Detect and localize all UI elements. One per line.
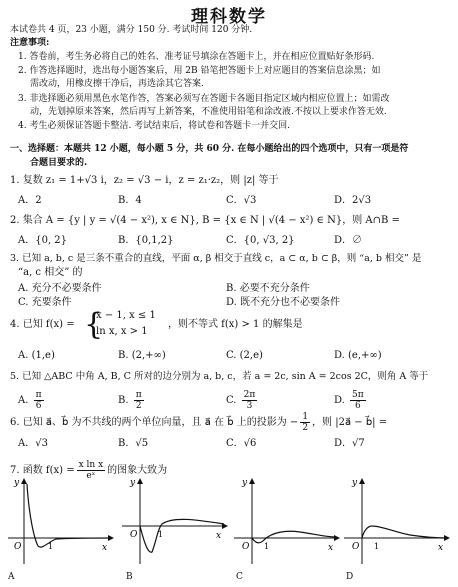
q5-d-den: 6	[354, 401, 361, 411]
q4-option-b: B. (2,+∞)	[118, 350, 166, 361]
graph-d-x-label: x	[438, 543, 444, 553]
graph-d	[340, 476, 452, 566]
q6-frac-num: 1	[302, 412, 309, 422]
graph-c-origin: O	[242, 542, 250, 552]
q6-option-a: A．√3	[18, 438, 48, 449]
q5-option-a-frac	[34, 390, 44, 411]
q2-option-d: D．∅	[334, 235, 363, 246]
section-title: 一、选择题：本题共 12 小题，每小题 5 分，共 60 分. 在每小题给出的四个选项中，只有一项是符	[10, 144, 409, 154]
q5-d-num: 5π	[352, 390, 364, 400]
q6-stem	[10, 412, 387, 433]
q3-option-b: B. 必要不充分条件	[226, 283, 310, 294]
q5-option-a	[18, 390, 46, 411]
graph-c-one: 1	[264, 542, 270, 551]
section-title-cont: 合题目要求的.	[30, 158, 88, 168]
q4-case-1: x − 1, x ≤ 1	[96, 310, 156, 321]
graph-d-y-label: y	[352, 478, 358, 488]
graph-d-origin: O	[352, 542, 360, 552]
q1-option-d: D．2√3	[334, 195, 372, 206]
graph-a-one: 1	[48, 542, 54, 551]
note-2: 2. 作答选择题时，选出每小题答案后，用 2B 铅笔把答题卡上对应题目的答案信息涂黑；如	[18, 66, 381, 76]
graph-c-y-arrow	[249, 478, 255, 484]
q4-brace: {	[84, 307, 104, 342]
q5-stem: 5. 已知 △ABC 中角 A, B, C 所对的边分别为 a, b, c，若 a = 2c, sin A = 2cos 2C，则角 A 等于	[10, 371, 429, 382]
q1-stem: 1. 复数 z₁ = 1+√3 i，z₂ = √3 − i，z = z₁·z₂，则 |z| 等于	[10, 175, 279, 186]
q5-option-b	[118, 390, 146, 411]
graph-d-y-arrow	[359, 478, 365, 484]
q6-stem-a: 6. 已知 a⃗、b⃗ 为不共线的两个单位向量，且 a⃗ 在 b⃗ 上的投影为 −	[10, 417, 299, 428]
q1-option-a: A．2	[18, 195, 42, 206]
graph-c-y-label: y	[242, 478, 248, 488]
graph-a-y-label: y	[14, 478, 20, 488]
graph-d-label: D	[346, 572, 354, 582]
graph-c	[230, 476, 342, 566]
q5-option-d-frac	[350, 390, 366, 411]
q5-a-den: 6	[35, 401, 42, 411]
q1-option-b: B．4	[118, 195, 142, 206]
graph-a-label: A	[8, 572, 15, 582]
q5-option-b-frac	[134, 390, 144, 411]
q6-stem-b: ，则 |2a⃗ − b⃗| =	[312, 417, 388, 428]
graph-a-x-label: x	[102, 543, 108, 553]
q7-prefix: 7. 函数 f(x) =	[10, 465, 75, 476]
q6-option-b: B．√5	[118, 438, 149, 449]
graph-b-x-label: x	[216, 531, 222, 541]
graph-a-y-arrow	[21, 478, 27, 484]
graph-b-curve	[140, 519, 224, 552]
q3-option-a: A. 充分不必要条件	[18, 283, 102, 294]
graph-c-label: C	[236, 572, 243, 582]
q7-frac-num: x ln x	[78, 460, 104, 470]
q7-frac-den: eˣ	[86, 471, 96, 481]
q4-prefix: 4. 已知 f(x) =	[10, 319, 75, 330]
graph-b-label: B	[126, 572, 133, 582]
graph-c-x-label: x	[328, 543, 334, 553]
q3-option-c: C. 充要条件	[18, 297, 72, 308]
q5-option-d	[334, 390, 368, 411]
q3-option-d: D. 既不充分也不必要条件	[226, 297, 341, 308]
page-title: 理科数学	[191, 7, 267, 27]
note-1: 1. 答卷前，考生务必将自己的姓名、准考证号填涂在答题卡上，并在相应位置贴好条形码.	[18, 52, 375, 62]
q5-c-num: 2π	[243, 390, 256, 400]
q6-frac-den: 2	[302, 423, 309, 433]
q5-option-c	[226, 390, 259, 411]
q3-stem: 3. 已知 a, b, c 是三条不重合的直线，平面 α, β 相交于直线 c，a ⊂ α, b ⊂ β，则 “a, b 相交” 是	[10, 253, 422, 264]
q5-option-a-letter: A.	[18, 395, 29, 406]
graph-d-curve	[362, 526, 446, 538]
q2-stem: 2. 集合 A = {y | y = √(4 − x²), x ∈ N}, B = {x ∈ N | √(4 − x²) ∈ N}，则 A∩B =	[10, 215, 400, 226]
q5-option-b-letter: B.	[118, 395, 129, 406]
q5-b-num: π	[135, 390, 142, 400]
graph-a	[4, 476, 116, 566]
q2-option-c: C．{0, √3, 2}	[226, 235, 295, 246]
note-2-cont: 需改动，用橡皮擦干净后，再选涂其它答案.	[30, 79, 204, 89]
q2-option-b: B．{0,1,2}	[118, 235, 174, 246]
q5-option-c-frac	[242, 390, 258, 411]
notes-title: 注意事项:	[10, 38, 50, 48]
q4-option-a: A. (1,e)	[18, 350, 55, 361]
graph-b-y-label: y	[130, 478, 136, 488]
q5-option-d-letter: D.	[334, 395, 345, 406]
exam-info: 本试卷共 4 页，23 小题，满分 150 分. 考试时间 120 分钟.	[10, 25, 253, 35]
q3-stem-cont: “a, c 相交” 的	[18, 267, 83, 278]
q5-b-den: 2	[135, 401, 142, 411]
note-4: 4. 考生必须保证答题卡整洁. 考试结束后，将试卷和答题卡一并交回.	[18, 121, 291, 131]
q4-case-2: ln x, x > 1	[96, 326, 148, 337]
q5-option-c-letter: C.	[226, 395, 237, 406]
q4-option-d: D. (e,+∞)	[334, 350, 382, 361]
graph-b-one: 1	[158, 530, 164, 539]
q6-option-d: D．√7	[334, 438, 365, 449]
q5-a-num: π	[35, 390, 42, 400]
graph-b-origin: O	[130, 530, 138, 540]
q5-c-den: 3	[246, 401, 253, 411]
q2-option-a: A．{0, 2}	[18, 235, 68, 246]
note-3: 3. 非选择题必须用黑色水笔作答，答案必须写在答题卡各题目指定区域内相应位置上；如需改	[18, 94, 390, 104]
graph-b	[118, 476, 230, 566]
q4-option-c: C. (2,e)	[226, 350, 263, 361]
q6-frac	[300, 412, 310, 433]
q6-option-c: C．√6	[226, 438, 257, 449]
note-3-cont: 动，先划掉原来答案，然后再写上新答案，不准使用铅笔和涂改液.不按以上要求作答无效.	[30, 107, 387, 117]
q4-suffix: ，则不等式 f(x) > 1 的解集是	[168, 319, 303, 330]
graph-b-y-arrow	[137, 478, 143, 484]
q7-suffix: 的图象大致为	[107, 465, 168, 476]
graph-d-one: 1	[374, 542, 380, 551]
graph-a-origin: O	[14, 542, 22, 552]
q1-option-c: C．√3	[226, 195, 257, 206]
